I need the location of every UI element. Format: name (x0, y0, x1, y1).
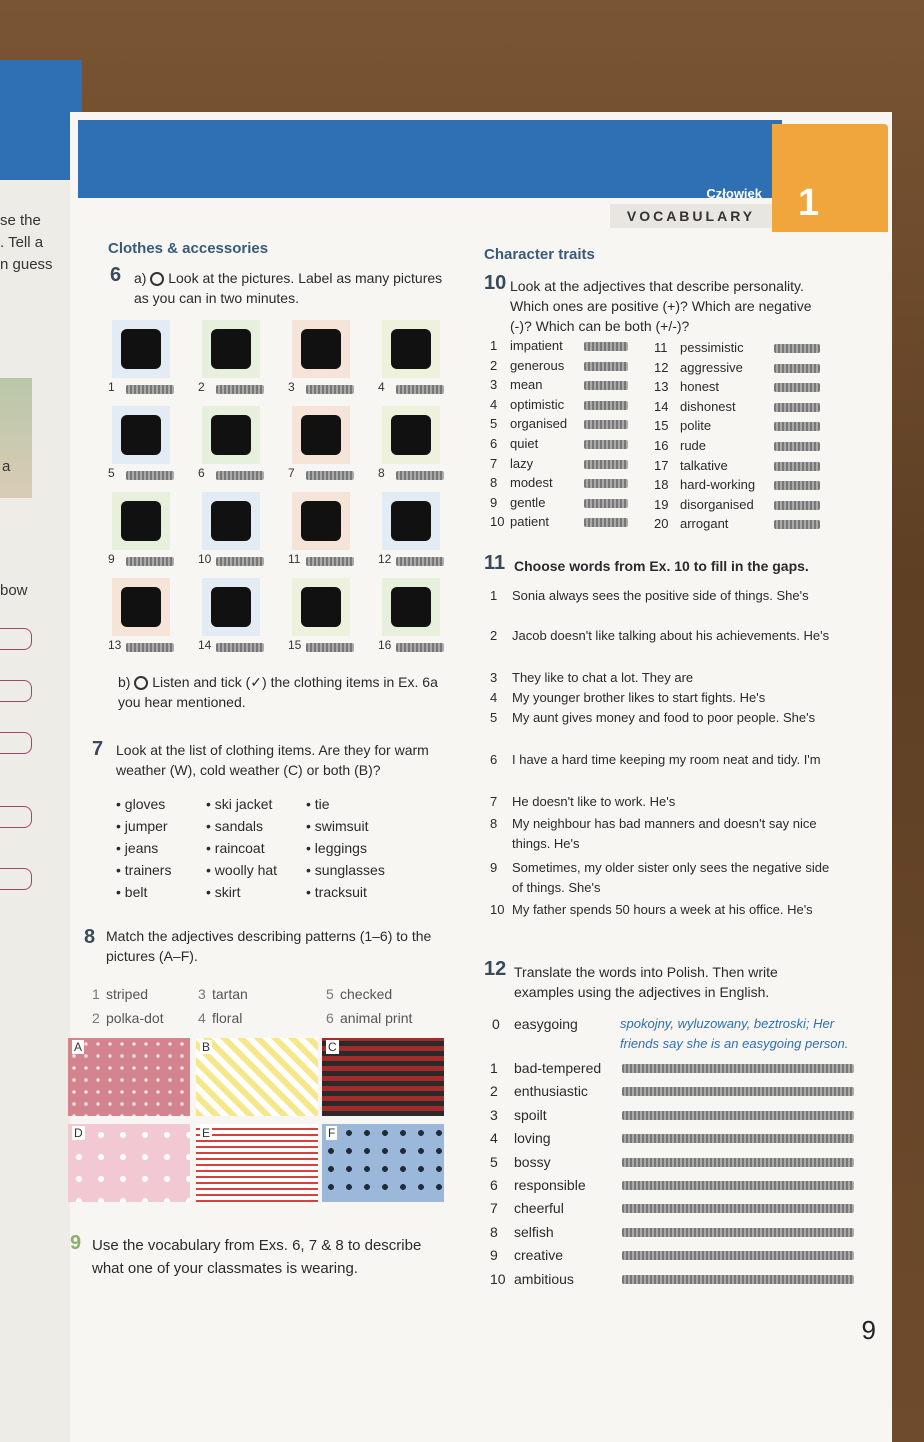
ex10-answer (584, 342, 628, 351)
ex8-instruction: Match the adjectives describing patterns (1–6) to the pictures (A–F). (106, 928, 432, 964)
ex7-instruction: Look at the list of clothing items. Are they for warm weather (W), cold weather (C) or both (B)? (116, 742, 429, 778)
ex7-item: • tie (306, 796, 330, 812)
ex10-answer (584, 460, 628, 469)
label-number: 6 (198, 466, 205, 480)
ex11-sentence: I have a hard time keeping my room neat and tidy. I'm (512, 752, 821, 767)
left-text-1: se the (0, 212, 41, 229)
ex12-num: 10 (490, 1270, 506, 1287)
ex10-word: quiet (510, 436, 539, 451)
answer-line (306, 643, 354, 652)
ex8-item-number: 6 (326, 1010, 334, 1026)
ex11-num: 4 (490, 690, 498, 705)
page-header (78, 120, 782, 201)
ex10-answer (774, 422, 820, 431)
clothing-silhouette (391, 587, 431, 627)
clothing-silhouette (391, 329, 431, 369)
ex7-item: • swimsuit (306, 818, 369, 834)
ex10-num: 9 (490, 494, 498, 510)
ex10-num: 8 (490, 475, 498, 491)
ex11-num: 9 (490, 860, 498, 875)
ex8-item-number: 2 (92, 1010, 100, 1026)
clothing-silhouette (301, 501, 341, 541)
pattern-letter: E (202, 1126, 211, 1140)
ex12-word: enthusiastic (514, 1083, 588, 1100)
ex12-word: bad-tempered (514, 1060, 602, 1076)
ex8-item-number: 5 (326, 986, 334, 1002)
answer-line (306, 385, 354, 394)
answer-line (306, 471, 354, 480)
ex12-num: 6 (490, 1177, 498, 1193)
ex10-word: pessimistic (680, 340, 744, 355)
ex12-num: 5 (490, 1153, 498, 1170)
clothing-silhouette (121, 415, 161, 455)
clothing-picture (112, 578, 170, 636)
ex12-word: selfish (514, 1223, 554, 1240)
ex6b-instruction: b) Listen and tick (✓) the clothing items in Ex. 6a you hear mentioned. (118, 674, 438, 710)
left-box (0, 680, 32, 702)
ex7-item: • raincoat (206, 840, 265, 856)
ex10-num: 19 (654, 496, 669, 512)
ex7-item: • belt (116, 884, 148, 900)
ex12-answer (622, 1228, 854, 1237)
ex10-num: 13 (654, 379, 669, 395)
page-number: 9 (861, 1315, 876, 1345)
label-number: 1 (108, 380, 115, 394)
answer-line (216, 557, 264, 566)
ex10-word: organised (510, 416, 568, 432)
ex10-word: modest (510, 475, 553, 491)
ex12-answer (622, 1064, 854, 1073)
ex11-sentence: My neighbour has bad manners and doesn't say nice things. He's (512, 816, 817, 851)
clothing-picture (292, 320, 350, 378)
clothing-picture (112, 320, 170, 378)
pattern-letter: A (74, 1040, 83, 1054)
answer-line (306, 557, 354, 566)
ex11-sentence: My aunt gives money and food to poor people. She's (512, 710, 816, 725)
ex12-word: responsible (514, 1177, 586, 1193)
clothes-heading: Clothes & accessories (108, 240, 269, 257)
label-number: 5 (108, 466, 115, 480)
ex10-answer (774, 501, 820, 510)
ex10-answer (774, 383, 820, 392)
ex10-num: 3 (490, 377, 498, 393)
answer-line (216, 643, 264, 652)
ex9-number: 9 (70, 1232, 82, 1254)
ex12-num: 8 (490, 1223, 498, 1240)
ex7-item: • gloves (116, 796, 166, 812)
ex12-word: ambitious (514, 1270, 574, 1287)
unit-number: 1 (798, 182, 820, 224)
ex10-answer (774, 520, 820, 529)
label-number: 10 (198, 552, 212, 566)
ex12-answer (622, 1251, 854, 1260)
ex12-num: 9 (490, 1247, 498, 1264)
ex12-number: 12 (484, 958, 507, 980)
ex11-num: 3 (490, 670, 498, 685)
character-heading: Character traits (484, 246, 595, 263)
ex10-word: mean (510, 377, 543, 393)
label-number: 13 (108, 638, 122, 652)
pattern-picture (196, 1124, 318, 1202)
label-number: 16 (378, 638, 392, 652)
left-box (0, 732, 32, 754)
vocabulary-banner: VOCABULARY (610, 204, 772, 228)
ex10-num: 6 (490, 436, 498, 451)
ex12-num: 2 (490, 1083, 498, 1100)
ex12-answer (622, 1087, 854, 1096)
answer-line (396, 471, 444, 480)
ex10-word: disorganised (680, 496, 754, 512)
ex11-num: 10 (490, 902, 505, 917)
ex10-answer (584, 420, 628, 429)
ex12-example-num: 0 (492, 1016, 500, 1032)
clothing-picture (202, 492, 260, 550)
ex7-item: • woolly hat (206, 862, 278, 878)
clothing-silhouette (391, 415, 431, 455)
clothing-picture (292, 492, 350, 550)
ex12-example-answer: spokojny, wyluzowany, beztroski; Her friends say she is an easygoing person. (620, 1016, 849, 1051)
label-number: 9 (108, 552, 115, 566)
ex10-num: 11 (654, 340, 668, 355)
ex10-num: 20 (654, 516, 669, 532)
clothing-silhouette (121, 501, 161, 541)
ex10-word: honest (680, 379, 720, 395)
answer-line (216, 385, 264, 394)
clothing-picture (112, 406, 170, 464)
clothing-silhouette (301, 587, 341, 627)
ex10-num: 15 (654, 418, 669, 434)
label-number: 15 (288, 638, 302, 652)
ex10-word: hard-working (680, 477, 756, 493)
clothing-silhouette (211, 587, 251, 627)
ex12-example-word: easygoing (514, 1016, 578, 1032)
clothing-silhouette (211, 329, 251, 369)
ex12-answer (622, 1275, 854, 1284)
ex11-num: 1 (490, 588, 498, 603)
label-number: 3 (288, 380, 295, 394)
ex10-answer (774, 462, 820, 471)
left-box (0, 806, 32, 828)
answer-line (396, 385, 444, 394)
ex7-item: • skirt (206, 884, 241, 900)
pattern-letter: D (74, 1126, 83, 1140)
ex10-num: 16 (654, 438, 669, 453)
ex10-word: dishonest (680, 398, 736, 414)
clothing-picture (202, 578, 260, 636)
clothing-silhouette (301, 415, 341, 455)
clothing-silhouette (211, 415, 251, 455)
ex12-answer (622, 1111, 854, 1120)
ex11-num: 6 (490, 752, 498, 767)
ex11-num: 7 (490, 794, 498, 809)
ex10-num: 10 (490, 514, 505, 530)
answer-line (126, 385, 174, 394)
clothing-picture (292, 578, 350, 636)
ex6a-instruction: a) Look at the pictures. Label as many pictures as you can in two minutes. (134, 270, 443, 306)
clothing-picture (202, 320, 260, 378)
ex8-item-word: floral (212, 1010, 243, 1026)
pattern-letter: C (328, 1040, 337, 1054)
ex8-item-word: striped (106, 986, 149, 1002)
ex8-item-word: polka-dot (106, 1010, 164, 1026)
ex7-item: • jeans (116, 840, 159, 856)
unit-tab (772, 124, 888, 232)
ex7-item: • tracksuit (306, 884, 367, 900)
clothing-silhouette (301, 329, 341, 369)
ex10-answer (584, 381, 628, 390)
ex8-item-number: 1 (92, 986, 100, 1002)
ex10-answer (584, 401, 628, 410)
ex10-instruction: Look at the adjectives that describe personality. Which ones are positive (+)? Which are negative (-)? Which can be both (+/-)? (510, 278, 812, 334)
ex11-sentence: My father spends 50 hours a week at his office. He's (512, 902, 813, 917)
ex12-word: bossy (514, 1153, 551, 1170)
ex12-instruction: Translate the words into Polish. Then write examples using the adjectives in English. (514, 964, 778, 1000)
ex7-item: • trainers (116, 862, 172, 878)
ex7-item: • jumper (116, 818, 168, 834)
ex11-num: 5 (490, 710, 498, 725)
ex10-num: 7 (490, 455, 498, 471)
ex7-item: • sandals (206, 818, 264, 834)
headphones-icon (134, 676, 148, 690)
ex10-answer (584, 440, 628, 449)
ex11-sentence: Jacob doesn't like talking about his achievements. He's (512, 628, 830, 643)
clothing-silhouette (121, 329, 161, 369)
pattern-picture (68, 1124, 190, 1202)
ex11-instruction: Choose words from Ex. 10 to fill in the gaps. (514, 558, 809, 574)
ex10-word: arrogant (680, 516, 729, 532)
ex10-num: 1 (490, 338, 498, 353)
ex10-answer (584, 479, 628, 488)
ex12-num: 3 (490, 1106, 498, 1123)
ex12-word: spoilt (514, 1106, 547, 1123)
ex10-word: rude (680, 438, 707, 453)
ex11-sentence: Sometimes, my older sister only sees the negative side of things. She's (512, 860, 830, 895)
clothing-picture (292, 406, 350, 464)
ex8-item-word: animal print (340, 1010, 413, 1026)
ex10-answer (584, 499, 628, 508)
clothing-picture (382, 406, 440, 464)
ex10-answer (774, 344, 820, 353)
clothing-picture (382, 492, 440, 550)
ex8-item-number: 4 (198, 1010, 206, 1026)
ex12-word: loving (514, 1130, 551, 1147)
left-box (0, 628, 32, 650)
ex10-word: patient (510, 514, 550, 530)
ex10-answer (774, 364, 820, 373)
ex10-word: impatient (510, 338, 563, 353)
pattern-picture (68, 1038, 190, 1116)
ex12-num: 4 (490, 1130, 498, 1147)
ex10-word: polite (680, 418, 712, 434)
ex11-sentence: Sonia always sees the positive side of things. She's (512, 588, 809, 603)
label-number: 2 (198, 380, 205, 394)
ex12-answer (622, 1204, 854, 1213)
workbook-page (70, 112, 892, 1442)
ex10-word: aggressive (680, 359, 743, 375)
no-dictionary-icon (150, 272, 164, 286)
ex11-num: 8 (490, 816, 498, 831)
label-number: 11 (288, 552, 301, 566)
ex12-answer (622, 1158, 854, 1167)
ex8-item-word: tartan (212, 986, 248, 1002)
section-label: Człowiek (706, 186, 762, 201)
answer-line (396, 557, 444, 566)
clothing-silhouette (211, 501, 251, 541)
clothing-picture (382, 578, 440, 636)
ex8-item-number: 3 (198, 986, 206, 1002)
ex12-answer (622, 1134, 854, 1143)
label-number: 4 (378, 380, 385, 394)
ex10-num: 5 (490, 416, 498, 432)
ex10-num: 12 (654, 359, 669, 375)
ex10-answer (774, 442, 820, 451)
ex10-answer (584, 518, 628, 527)
ex8-item-word: checked (340, 986, 393, 1002)
ex12-word: creative (514, 1247, 564, 1264)
ex7-item: • sunglasses (306, 862, 385, 878)
ex11-sentence: They like to chat a lot. They are (512, 670, 694, 685)
ex7-item: • leggings (306, 840, 367, 856)
label-number: 14 (198, 638, 212, 652)
ex12-num: 1 (490, 1060, 498, 1076)
ex11-sentence: He doesn't like to work. He's (512, 794, 676, 809)
ex11-sentence: My younger brother likes to start fights. He's (512, 690, 766, 705)
ex10-answer (774, 481, 820, 490)
pattern-letter: B (202, 1040, 211, 1054)
label-number: 8 (378, 466, 385, 480)
left-text-3: n guess (0, 256, 53, 273)
ex10-word: generous (510, 357, 565, 373)
ex10-answer (584, 362, 628, 371)
ex12-num: 7 (490, 1200, 498, 1217)
ex11-number: 11 (484, 552, 506, 574)
answer-line (126, 643, 174, 652)
ex7-number: 7 (92, 738, 104, 760)
ex10-word: gentle (510, 494, 546, 510)
ex10-word: lazy (510, 455, 534, 471)
label-number: 12 (378, 552, 392, 566)
left-photo (0, 378, 32, 498)
ex10-num: 14 (654, 398, 669, 414)
clothing-silhouette (121, 587, 161, 627)
ex6-number: 6 (110, 264, 122, 286)
answer-line (126, 557, 174, 566)
clothing-picture (382, 320, 440, 378)
pattern-picture (322, 1124, 444, 1202)
pattern-picture (322, 1038, 444, 1116)
ex10-num: 18 (654, 477, 669, 493)
ex11-num: 2 (490, 628, 498, 643)
left-text-4: a (2, 458, 11, 475)
ex12-word: cheerful (514, 1200, 564, 1217)
answer-line (216, 471, 264, 480)
left-box (0, 868, 32, 890)
ex12-answer (622, 1181, 854, 1190)
left-text-5: bow (0, 582, 28, 599)
ex10-num: 2 (490, 357, 498, 373)
ex10-num: 17 (654, 457, 669, 473)
ex10-num: 4 (490, 396, 498, 412)
label-number: 7 (288, 466, 295, 480)
ex10-word: talkative (680, 457, 728, 473)
clothing-silhouette (391, 501, 431, 541)
clothing-picture (112, 492, 170, 550)
ex10-word: optimistic (510, 396, 565, 412)
ex9-instruction: Use the vocabulary from Exs. 6, 7 & 8 to describe what one of your classmates is wearing. (92, 1237, 422, 1277)
answer-line (396, 643, 444, 652)
pattern-letter: F (328, 1126, 336, 1140)
answer-line (126, 471, 174, 480)
ex7-item: • ski jacket (206, 796, 273, 812)
ex10-answer (774, 403, 820, 412)
pattern-picture (196, 1038, 318, 1116)
ex10-number: 10 (484, 272, 507, 294)
clothing-picture (202, 406, 260, 464)
ex8-number: 8 (84, 926, 96, 948)
left-text-2: . Tell a (0, 234, 44, 251)
